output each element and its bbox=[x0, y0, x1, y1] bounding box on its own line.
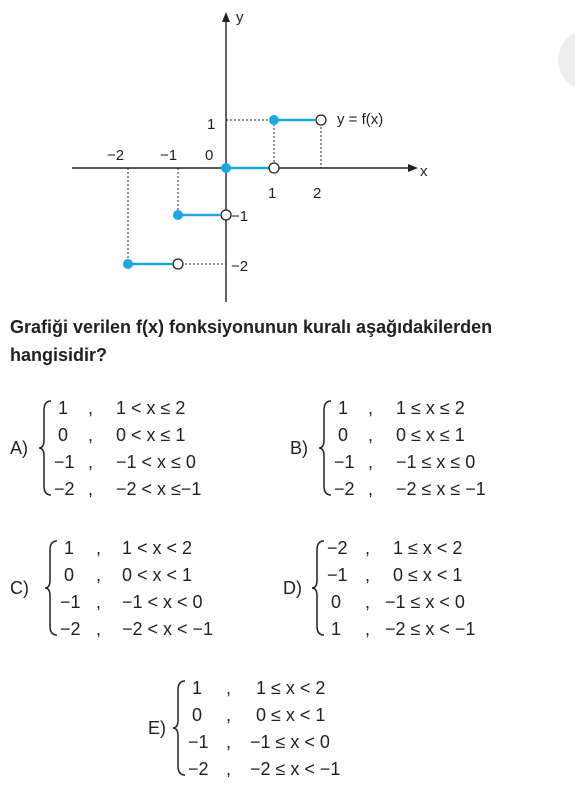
step-function-graph bbox=[0, 0, 575, 310]
option-label: C) bbox=[10, 578, 29, 598]
case-value: 1 bbox=[64, 538, 75, 558]
case-comma: , bbox=[226, 705, 232, 725]
y-tick-label: 1 bbox=[207, 116, 216, 133]
case-value: −2 bbox=[334, 479, 355, 499]
case-domain: −2 < x < −1 bbox=[122, 619, 214, 639]
function-label: y = f(x) bbox=[337, 111, 384, 128]
y-tick-label: −1 bbox=[231, 208, 249, 225]
case-comma: , bbox=[368, 452, 374, 472]
x-tick-label: 2 bbox=[313, 185, 322, 202]
case-value: 1 bbox=[58, 398, 69, 418]
closed-point-1 bbox=[269, 115, 279, 125]
case-comma: , bbox=[96, 565, 102, 585]
case-domain: −2 ≤ x < −1 bbox=[250, 759, 341, 779]
case-domain: 1 < x < 2 bbox=[122, 538, 193, 558]
question-text bbox=[10, 313, 575, 369]
y-tick-label: −2 bbox=[231, 258, 249, 275]
open-point-1 bbox=[269, 163, 279, 173]
case-domain: 1 ≤ x < 2 bbox=[256, 678, 326, 698]
case-comma: , bbox=[368, 479, 374, 499]
case-value: −2 bbox=[188, 759, 209, 779]
question-line: hangisidir? bbox=[10, 345, 108, 365]
x-axis-label: x bbox=[420, 163, 428, 180]
case-domain: 0 ≤ x < 1 bbox=[393, 565, 463, 585]
x-tick-label: −1 bbox=[160, 147, 178, 164]
case-value: 0 bbox=[64, 565, 75, 585]
open-point-2 bbox=[316, 115, 326, 125]
case-domain: −1 ≤ x < 0 bbox=[250, 732, 330, 752]
option-label: D) bbox=[283, 578, 302, 598]
case-domain: 1 < x ≤ 2 bbox=[116, 398, 186, 418]
option-label: A) bbox=[10, 438, 28, 458]
case-domain: 1 ≤ x ≤ 2 bbox=[396, 398, 465, 418]
case-comma: , bbox=[226, 759, 232, 779]
case-domain: −2 ≤ x ≤ −1 bbox=[396, 479, 486, 499]
case-comma: , bbox=[226, 732, 232, 752]
left-brace-icon bbox=[318, 398, 332, 498]
case-comma: , bbox=[365, 538, 371, 558]
case-domain: −1 < x < 0 bbox=[122, 592, 203, 612]
case-comma: , bbox=[96, 592, 102, 612]
case-domain: −2 ≤ x < −1 bbox=[385, 619, 476, 639]
case-domain: 0 < x ≤ 1 bbox=[116, 425, 186, 445]
case-value: 0 bbox=[58, 425, 69, 445]
left-brace-icon bbox=[44, 538, 58, 638]
case-domain: −1 ≤ x < 0 bbox=[385, 592, 465, 612]
case-comma: , bbox=[368, 425, 374, 445]
case-value: −1 bbox=[327, 565, 348, 585]
case-value: 1 bbox=[338, 398, 349, 418]
case-value: 1 bbox=[331, 619, 342, 639]
closed-point-neg1 bbox=[173, 210, 183, 220]
closed-point-0 bbox=[221, 163, 231, 173]
case-value: −1 bbox=[60, 592, 81, 612]
case-value: −1 bbox=[188, 732, 209, 752]
closed-point-neg2 bbox=[123, 259, 133, 269]
case-comma: , bbox=[226, 678, 232, 698]
case-domain: 0 ≤ x ≤ 1 bbox=[396, 425, 465, 445]
case-domain: −1 < x ≤ 0 bbox=[116, 452, 196, 472]
case-comma: , bbox=[365, 592, 371, 612]
case-comma: , bbox=[88, 452, 94, 472]
case-domain: −1 ≤ x ≤ 0 bbox=[396, 452, 476, 472]
case-comma: , bbox=[365, 565, 371, 585]
case-comma: , bbox=[96, 538, 102, 558]
case-domain: 1 ≤ x < 2 bbox=[393, 538, 463, 558]
case-domain: 0 < x < 1 bbox=[122, 565, 193, 585]
case-value: −1 bbox=[54, 452, 75, 472]
case-comma: , bbox=[88, 479, 94, 499]
case-domain: 0 ≤ x < 1 bbox=[256, 705, 326, 725]
case-comma: , bbox=[88, 398, 94, 418]
y-axis-label: y bbox=[236, 9, 244, 26]
origin-label: 0 bbox=[205, 147, 214, 164]
case-value: −1 bbox=[334, 452, 355, 472]
left-brace-icon bbox=[38, 398, 52, 498]
case-value: 0 bbox=[192, 705, 203, 725]
case-value: −2 bbox=[54, 479, 75, 499]
case-comma: , bbox=[88, 425, 94, 445]
open-point-neg1 bbox=[173, 259, 183, 269]
case-value: −2 bbox=[327, 538, 348, 558]
x-axis-arrow-icon bbox=[408, 164, 418, 172]
case-value: −2 bbox=[60, 619, 81, 639]
x-tick-label: −2 bbox=[107, 147, 125, 164]
x-tick-label: 1 bbox=[268, 185, 277, 202]
case-value: 1 bbox=[192, 678, 203, 698]
option-label: E) bbox=[148, 718, 166, 738]
option-label: B) bbox=[290, 438, 308, 458]
case-comma: , bbox=[96, 619, 102, 639]
case-domain: −2 < x ≤−1 bbox=[116, 479, 202, 499]
left-brace-icon bbox=[311, 538, 325, 638]
case-comma: , bbox=[368, 398, 374, 418]
open-point-0 bbox=[221, 210, 231, 220]
case-value: 0 bbox=[338, 425, 349, 445]
case-value: 0 bbox=[331, 592, 342, 612]
question-line: Grafiği verilen f(x) fonksiyonunun kuralı aşağıdakilerden bbox=[10, 317, 493, 337]
case-comma: , bbox=[365, 619, 371, 639]
y-axis-arrow-icon bbox=[222, 12, 230, 22]
left-brace-icon bbox=[172, 678, 186, 778]
